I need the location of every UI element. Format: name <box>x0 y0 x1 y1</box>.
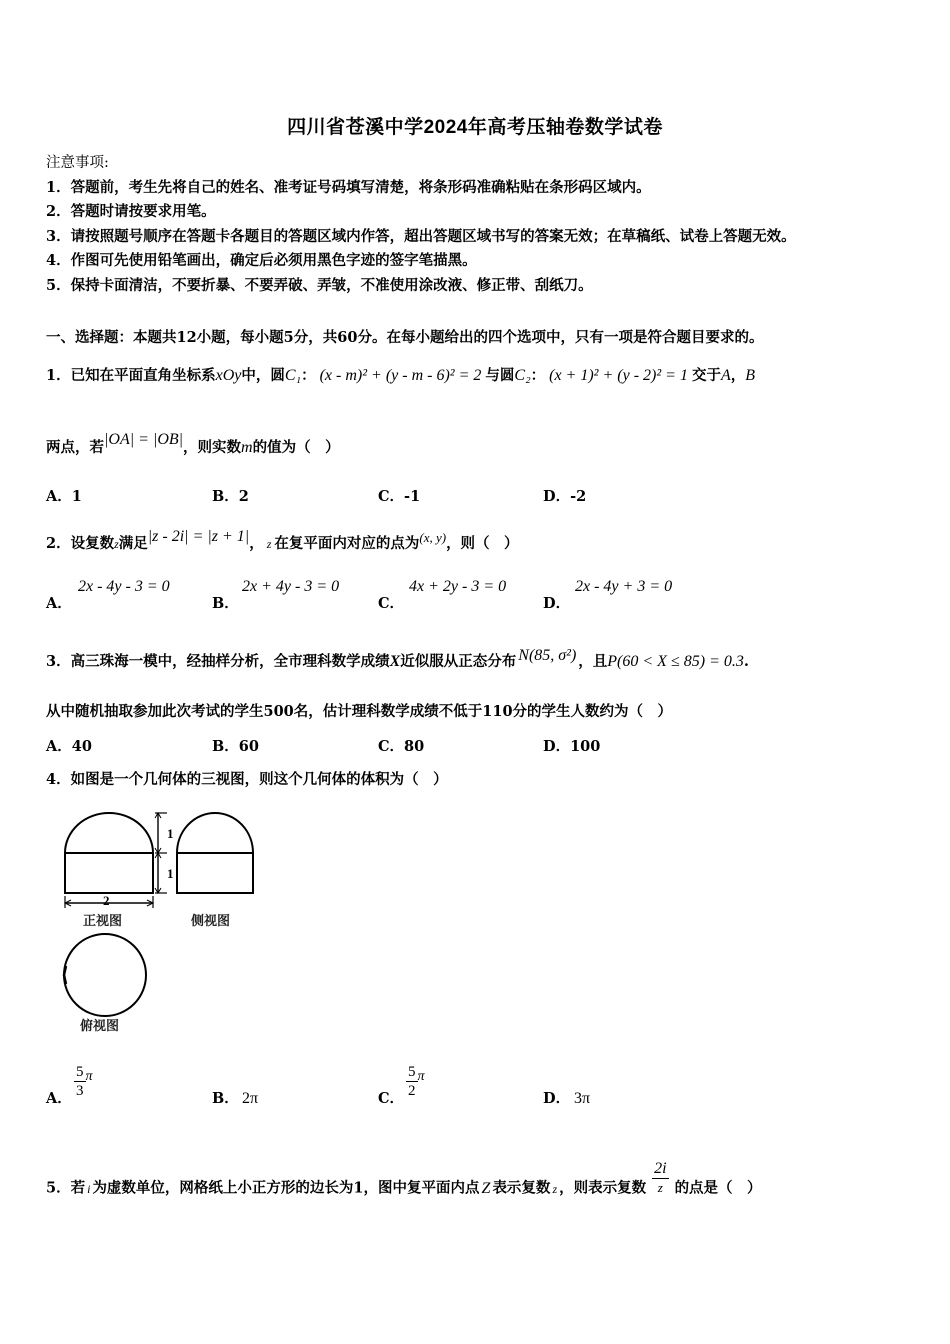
pi-symbol: π <box>417 1069 425 1084</box>
numerator: 2i <box>654 1160 667 1177</box>
q1-text: ： <box>301 367 316 384</box>
q1-math: C₂ <box>514 367 531 384</box>
notes-block <box>46 151 796 298</box>
q2-option-a-value[interactable] <box>78 578 170 596</box>
option-label: A． <box>46 738 72 755</box>
dim-top-label: 1 <box>167 826 174 841</box>
q1-text: ： <box>530 367 546 384</box>
q2-math: (x, y) <box>419 530 447 545</box>
q3-math: P(60 < X ≤ 85) = 0.3 <box>607 653 744 670</box>
q3-option-a[interactable] <box>46 735 92 756</box>
option-label: D． <box>543 738 571 755</box>
q2-option-d-label[interactable]: D． <box>543 595 571 612</box>
note-item: 3．请按照题号顺序在答题卡各题目的答题区域内作答，超出答题区域书写的答案无效；在草稿纸、试卷上答题无效。 <box>46 227 796 245</box>
q1-math: |OA| = |OB| <box>104 431 184 448</box>
q2-option-a-label[interactable]: A． <box>46 595 72 612</box>
q3-option-d[interactable] <box>543 735 600 756</box>
q5-text: 为虚数单位，网格纸上小正方形的边长为1，图中复平面内点 <box>92 1179 480 1197</box>
option-value: -2 <box>570 488 587 505</box>
numerator: 5 <box>76 1064 84 1080</box>
option-value: 40 <box>71 738 92 755</box>
q2-math: z <box>114 537 119 551</box>
q1-option-c[interactable] <box>378 485 420 506</box>
q2-math: |z - 2i| = |z + 1| <box>147 528 250 545</box>
q1-text: 两点，若 <box>46 439 104 456</box>
q1-math: xOy <box>215 367 242 384</box>
q4-option-a-label[interactable]: A． <box>46 1090 72 1107</box>
option-math: 2x + 4y - 3 = 0 <box>242 578 340 595</box>
q1-math: (x + 1)² + (y - 2)² = 1 <box>549 367 688 384</box>
denominator: 3 <box>76 1083 84 1099</box>
notes-heading: 注意事项: <box>46 155 109 171</box>
option-value: 60 <box>238 738 259 755</box>
q3-option-c[interactable] <box>378 735 424 756</box>
q1-option-b[interactable] <box>212 485 249 506</box>
q5-text: 5．若 <box>46 1179 86 1197</box>
option-value: 100 <box>570 738 601 755</box>
note-item: 5．保持卡面清洁，不要折暴、不要弄破、弄皱，不准使用涂改液、修正带、刮纸刀。 <box>46 276 593 294</box>
option-label: C． <box>378 738 405 755</box>
option-value: 1 <box>71 488 82 505</box>
question-1-line-1 <box>46 364 755 385</box>
q1-text: 1．已知在平面直角坐标系 <box>46 367 216 384</box>
side-view <box>177 813 253 893</box>
side-view-label: 侧视图 <box>191 914 231 929</box>
q1-text: 中，圆 <box>241 367 285 384</box>
top-view-label: 俯视图 <box>80 1019 120 1034</box>
dim-width-label: 2 <box>103 893 110 908</box>
note-item: 1．答题前，考生先将自己的姓名、准考证号码填写清楚，将条形码准确粘贴在条形码区域内。 <box>46 178 651 196</box>
option-math: 3π <box>574 1090 591 1107</box>
note-item: 2．答题时请按要求用笔。 <box>46 203 216 220</box>
q4-option-c-label[interactable]: C． <box>378 1090 405 1107</box>
question-1-line-2 <box>46 431 340 457</box>
q1-text: 交于 <box>691 367 721 384</box>
q2-math: z <box>266 537 272 551</box>
q2-text: 在复平面内对应的点为 <box>274 535 420 552</box>
q4-option-d-label[interactable]: D． <box>543 1090 571 1107</box>
q4-option-c-value[interactable] <box>406 1063 425 1100</box>
question-4-text: 4．如图是一个几何体的三视图，则这个几何体的体积为（ ） <box>46 771 448 788</box>
q5-text: 的点是（ ） <box>674 1179 762 1197</box>
denominator: 2 <box>408 1083 416 1099</box>
q2-option-c-label[interactable]: C． <box>378 595 405 612</box>
q2-option-b-label[interactable]: B． <box>212 595 239 612</box>
option-value: -1 <box>404 488 421 505</box>
option-math: 2π <box>242 1090 259 1107</box>
q3-text: . <box>743 653 749 670</box>
q1-option-d[interactable] <box>543 485 586 506</box>
q1-math: (x - m)² + (y - m - 6)² = 2 <box>319 367 482 384</box>
fraction <box>406 1063 418 1100</box>
note-item: 4．作图可先使用铅笔画出，确定后必须用黑色字迹的签字笔描黑。 <box>46 252 477 269</box>
q1-text: ，则实数 <box>183 439 242 456</box>
denominator: z <box>657 1180 663 1195</box>
pi-symbol: π <box>85 1069 93 1084</box>
q5-text: ，则表示复数 <box>559 1179 647 1197</box>
option-math: 4x + 2y - 3 = 0 <box>409 578 507 595</box>
question-3-line-1 <box>46 647 749 671</box>
option-label: D． <box>543 488 571 505</box>
option-label: C． <box>378 488 405 505</box>
fraction <box>74 1063 86 1100</box>
front-view <box>65 813 167 908</box>
q1-text: ， <box>730 367 746 384</box>
q1-math: m <box>241 439 253 456</box>
q2-option-b-value[interactable] <box>242 578 339 596</box>
option-math: 2x - 4y + 3 = 0 <box>575 578 673 595</box>
option-value: 2 <box>238 488 249 505</box>
q3-math: X <box>389 653 401 670</box>
question-2-line-1 <box>46 528 519 553</box>
q4-option-b-label[interactable]: B． <box>212 1090 239 1107</box>
q1-text: 的值为（ ） <box>252 439 340 456</box>
q4-option-d-value[interactable] <box>574 1088 590 1108</box>
q3-text: 3．高三珠海一模中，经抽样分析，全市理科数学成绩 <box>46 653 390 670</box>
q3-math: N(85, σ²) <box>518 647 577 664</box>
q5-math: i <box>87 1181 91 1196</box>
option-label: A． <box>46 488 72 505</box>
q3-text: 近似服从正态分布 <box>400 653 517 670</box>
q4-option-b-value[interactable] <box>242 1088 258 1108</box>
q3-text: ，且 <box>578 653 608 670</box>
q3-option-b[interactable] <box>212 735 259 756</box>
question-3-line-2: 从中随机抽取参加此次考试的学生500名，估计理科数学成绩不低于110分的学生人数约为（ ） <box>46 703 673 720</box>
section-heading: 一、选择题：本题共12小题，每小题5分，共60分。在每小题给出的四个选项中，只有一项是符合题目要求的。 <box>46 329 764 346</box>
q2-option-c-value[interactable] <box>409 578 506 596</box>
q2-text: 2．设复数 <box>46 535 115 552</box>
q1-math: A <box>720 367 731 384</box>
q5-math: Z <box>481 1179 491 1197</box>
page-title: 四川省苍溪中学2024年高考压轴卷数学试卷 <box>287 117 663 138</box>
option-label: B． <box>212 738 239 755</box>
numerator: 5 <box>408 1064 416 1080</box>
top-view <box>64 934 146 1016</box>
q1-math: C₁ <box>284 367 302 384</box>
question-5-line-1 <box>46 1160 762 1207</box>
q2-text: ，则（ ） <box>446 535 519 552</box>
q2-text: ， <box>249 535 264 552</box>
q1-option-a[interactable] <box>46 485 82 506</box>
q5-text: 表示复数 <box>492 1179 551 1197</box>
option-math: 2x - 4y - 3 = 0 <box>78 578 170 595</box>
option-label: B． <box>212 488 239 505</box>
q1-math: B <box>745 367 756 384</box>
q2-text: 满足 <box>118 535 148 552</box>
q1-text: 与圆 <box>485 367 515 384</box>
fraction <box>652 1160 668 1197</box>
three-views-figure <box>55 808 265 1038</box>
q2-option-d-value[interactable] <box>575 578 672 596</box>
option-value: 80 <box>404 738 425 755</box>
q4-option-a-value[interactable] <box>74 1063 93 1100</box>
dim-bottom-label: 1 <box>167 866 174 881</box>
q5-math: z <box>552 1181 558 1196</box>
front-view-label: 正视图 <box>83 914 123 929</box>
